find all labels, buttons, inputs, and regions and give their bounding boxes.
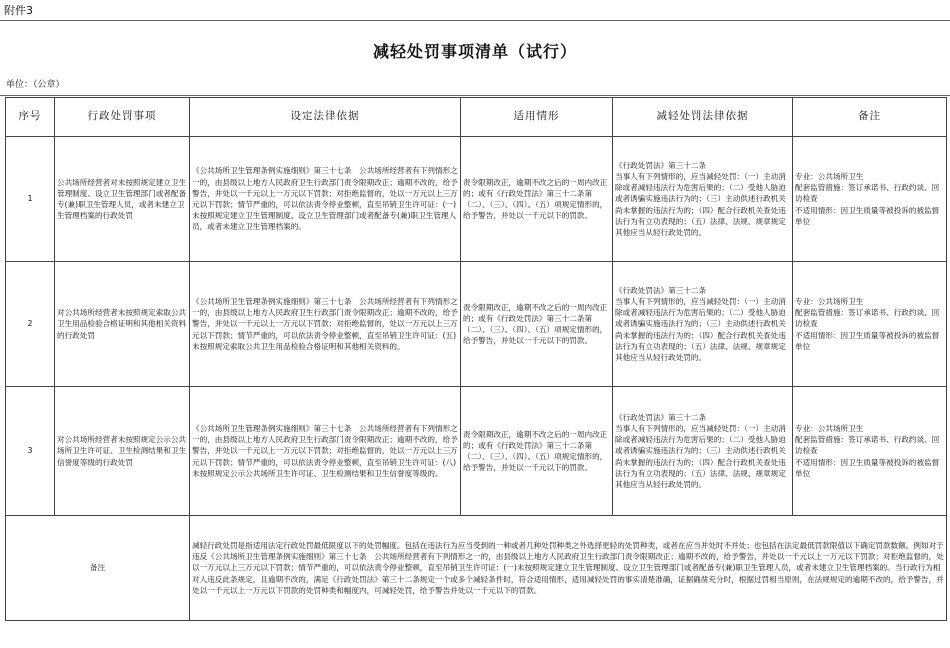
row-item: 对公共场所经营者未按照规定索取公共卫生用品检验合格证明和其他相关资料的行政处罚 bbox=[55, 262, 190, 387]
row-basis: 《公共场所卫生管理条例实施细则》第三十七条 公共场所经营者有下列情形之一的，由县级以上地方人民政府卫生行政部门责令限期改正；逾期不改的，给予警告，并处以一千元以上一万元以下罚款；对拒绝监督的，处以一万元以上三万元以下罚款；情节严重的，可以依法责令停业整顿，直至吊销卫生许可证：(八)未按照规定公示公共场所卫生许可证、卫生检测结果和卫生信誉度等级的。 bbox=[190, 387, 461, 516]
row-remark: 专业：公共场所卫生 配套监管措施：签订承诺书、行政约谈、回访检查 不适用情形：因卫生质量等被投诉的被监督单位 bbox=[793, 137, 947, 262]
row-mitigate-basis: 《行政处罚法》第三十二条 当事人有下列情形的，应当减轻处罚：（一）主动消除或者减轻违法行为危害后果的；（二）受他人胁迫或者诱骗实施违法行为的；（三）主动供述行政机关尚未掌握的违法行为的；（四）配合行政机关查处违法行为有立功表现的；（五）法律、法规、规章规定其他应当从轻行政处罚的。 bbox=[613, 387, 793, 516]
row-basis: 《公共场所卫生管理条例实施细则》第三十七条 公共场所经营者有下列情形之一的，由县级以上地方人民政府卫生行政部门责令限期改正；逾期不改的，给予警告，并处以一千元以上一万元以下罚款；对拒绝监督的，处以一万元以上三万元以下罚款；情节严重的，可以依法责令停业整顿，直至吊销卫生许可证：(五)未按照规定索取公共卫生用品检验合格证明和其他相关资料的。 bbox=[190, 262, 461, 387]
row-remark: 专业：公共场所卫生 配套监管措施：签订承诺书、行政约谈、回访检查 不适用情形：因卫生质量等被投诉的被监督单位 bbox=[793, 262, 947, 387]
penalty-table bbox=[5, 97, 947, 621]
note-row bbox=[6, 516, 947, 621]
row-mitigate-basis: 《行政处罚法》第三十二条 当事人有下列情形的，应当减轻处罚：（一）主动消除或者减轻违法行为危害后果的；（二）受他人胁迫或者诱骗实施违法行为的；（三）主动供述行政机关尚未掌握的违法行为的；（四）配合行政机关查处违法行为有立功表现的；（五）法律、法规、规章规定其他应当从轻行政处罚的。 bbox=[613, 137, 793, 262]
note-label: 备注 bbox=[6, 516, 190, 621]
row-circumstance: 责令限期改正，逾期不改之后的一周内改正的；或有《行政处罚法》第三十二条第（二）、（三）、（四）、（五）项规定情形的，给予警告，并处以一千元以下的罚款。 bbox=[461, 262, 613, 387]
header-circumstance: 适用情形 bbox=[461, 98, 613, 137]
header-mitigate-basis: 减轻处罚法律依据 bbox=[613, 98, 793, 137]
row-remark: 专业：公共场所卫生 配套监管措施：签订承诺书、行政约谈、回访检查 不适用情形：因卫生质量等被投诉的被监督单位 bbox=[793, 387, 947, 516]
header-remark: 备注 bbox=[793, 98, 947, 137]
header-basis: 设定法律依据 bbox=[190, 98, 461, 137]
note-text: 减轻行政处罚是指适用法定行政处罚最低限度以下的处罚幅度。包括在违法行为应当受到的一种或者几种处罚种类之外选择更轻的处罚种类，或者在应当并处时不并处；也包括在法定最低罚款限值以下确定罚款数额。例如对于违反《公共场所卫生管理条例实施细则》第三十七条 公共场所经营者有下列情形之一的，由县级以上地方人民政府卫生行政部门责令限期改正；逾期不改的，给予警告，并处以一千元以上一万元以下罚款；对拒绝监督的，处以一万元以上三万元以下罚款；情节严重的，可以依法责令停业整顿，直至吊销卫生许可证：(一)未按照规定建立卫生管理制度、设立卫生管理部门或者配备专(兼)职卫生管理人员，或者未建立卫生管理档案的。当行政行为相对人违反此条规定，且逾期不改的，满足《行政处罚法》第三十二条规定一个或多个减轻条件时，符合适用情形，适用减轻处罚的事实清楚准确，证据确凿充分时，根据过罚相当原则，在法规规定的逾期不改的，给予警告，并处以一千元以上一万元以下罚款的处罚种类和幅度内，可减轻处罚，给予警告并处以一千元以下的罚款。 bbox=[190, 516, 947, 621]
table-header-row bbox=[6, 98, 947, 137]
row-circumstance: 责令限期改正，逾期不改之后的一周内改正的；或有《行政处罚法》第三十二条第（二）、（三）、（四）、（五）项规定情形的，给予警告，并处以一千元以下的罚款。 bbox=[461, 137, 613, 262]
unit-divider bbox=[0, 95, 950, 96]
table-row bbox=[6, 137, 947, 262]
header-item: 行政处罚事项 bbox=[55, 98, 190, 137]
table-row bbox=[6, 262, 947, 387]
row-circumstance: 责令限期改正，逾期不改之后的一周内改正的；或有《行政处罚法》第三十二条第（二）、（三）、（四）、（五）项规定情形的，给予警告，并处以一千元以下的罚款。 bbox=[461, 387, 613, 516]
row-basis: 《公共场所卫生管理条例实施细则》第三十七条 公共场所经营者有下列情形之一的，由县级以上地方人民政府卫生行政部门责令限期改正；逾期不改的，给予警告，并处以一千元以上一万元以下罚款；对拒绝监督的，处以一万元以上三万元以下罚款；情节严重的，可以依法责令停业整顿，直至吊销卫生许可证：(一)未按照规定建立卫生管理制度、设立卫生管理部门或者配备专(兼)职卫生管理人员，或者未建立卫生管理档案的。 bbox=[190, 137, 461, 262]
row-seq: 3 bbox=[6, 387, 55, 516]
row-item: 公共场所经营者对未按照规定建立卫生管理制度、设立卫生管理部门或者配备专(兼)职卫生管理人员，或者未建立卫生管理档案的行政处罚 bbox=[55, 137, 190, 262]
row-mitigate-basis: 《行政处罚法》第三十二条 当事人有下列情形的，应当减轻处罚：（一）主动消除或者减轻违法行为危害后果的；（二）受他人胁迫或者诱骗实施违法行为的；（三）主动供述行政机关尚未掌握的违法行为的；（四）配合行政机关查处违法行为有立功表现的；（五）法律、法规、规章规定其他应当从轻行政处罚的。 bbox=[613, 262, 793, 387]
attachment-label: 附件3 bbox=[4, 4, 33, 17]
page-title: 减轻处罚事项清单（试行） bbox=[372, 42, 577, 61]
row-seq: 2 bbox=[6, 262, 55, 387]
header-seq: 序号 bbox=[6, 98, 55, 137]
row-seq: 1 bbox=[6, 137, 55, 262]
top-divider bbox=[0, 20, 950, 21]
table-row bbox=[6, 387, 947, 516]
row-item: 对公共场所经营者未按照规定公示公共场所卫生许可证、卫生检测结果和卫生信誉度等级的行政处罚 bbox=[55, 387, 190, 516]
unit-seal-label: 单位：（公章） bbox=[6, 80, 65, 90]
